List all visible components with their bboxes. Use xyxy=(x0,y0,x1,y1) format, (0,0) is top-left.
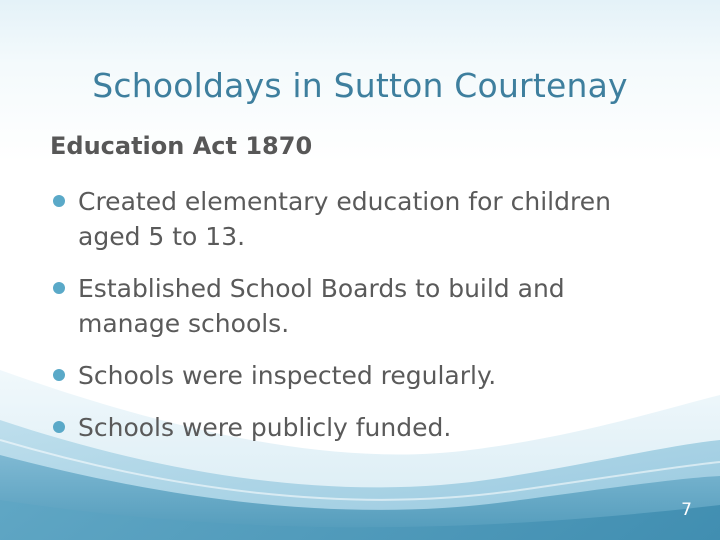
bullet-dot-icon xyxy=(53,421,65,433)
bullet-dot-icon xyxy=(53,195,65,207)
bullet-item xyxy=(50,358,670,393)
bullet-item xyxy=(50,410,670,445)
bullet-text: Schools were inspected regularly. xyxy=(78,361,497,390)
page-number: 7 xyxy=(681,500,692,520)
bullet-item xyxy=(50,271,670,341)
bullet-text: Created elementary education for children aged 5 to 13. xyxy=(78,187,611,251)
bullet-item xyxy=(50,184,670,254)
subheading: Education Act 1870 xyxy=(50,132,313,160)
bullet-list xyxy=(50,184,670,462)
bullet-text: Schools were publicly funded. xyxy=(78,413,452,442)
slide-title: Schooldays in Sutton Courtenay xyxy=(92,66,628,105)
bullet-dot-icon xyxy=(53,282,65,294)
bullet-dot-icon xyxy=(53,369,65,381)
bullet-text: Established School Boards to build and manage schools. xyxy=(78,274,565,338)
